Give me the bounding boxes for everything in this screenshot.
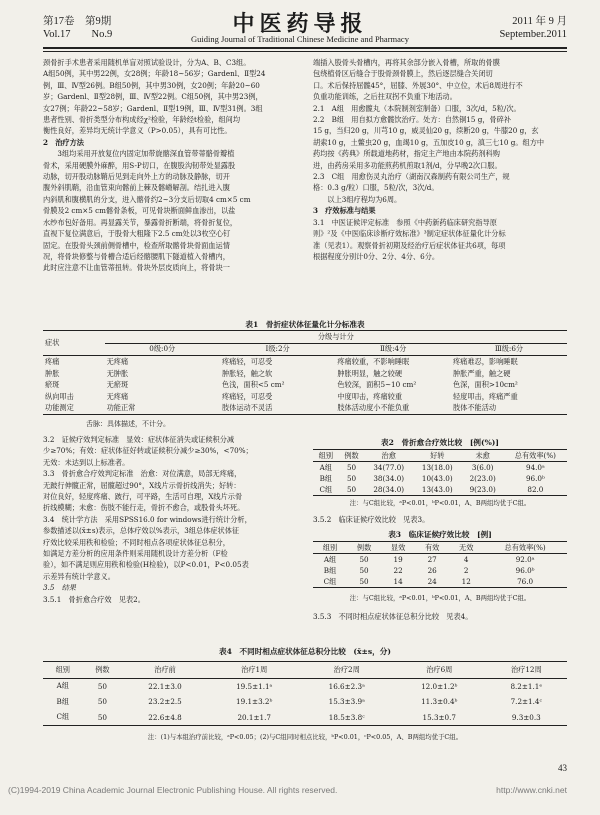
body-line: 无效：未达到以上标准者。 <box>43 457 130 467</box>
table-cell: 肢体运动不灵活 <box>221 403 273 413</box>
table-cell: 50 <box>97 712 107 722</box>
table-header-cell: 总有效率(%) <box>514 450 556 460</box>
table-cell: 96.0ᵇ <box>515 566 535 575</box>
table-cell: 肿胀 <box>45 368 60 378</box>
body-line: 无跛行伸髋正常，屈髋超过90°，X线片示骨折线消失；好转： <box>43 480 241 490</box>
body-line: 固定。在股骨头颈前侧骨槽中，检查所取髂骨块骨面血运情 <box>43 240 230 250</box>
table-row <box>43 403 567 415</box>
table-cell: 轻度叩击，疼痛严重 <box>452 391 518 401</box>
table-cell: 20.1±1.7 <box>237 712 271 722</box>
table-header-cell: 好转 <box>430 450 445 460</box>
table-cell: 50 <box>359 566 369 575</box>
body-line: 颈骨折手术患者采用随机单盲对照试验设计，分为A、B、C3组。 <box>43 58 251 67</box>
table-row <box>43 379 567 391</box>
table-cell: C组 <box>323 576 337 586</box>
table-header-row <box>43 331 567 344</box>
body-line: 端插入股骨头骨槽内，再将其余部分嵌入骨槽，所取的骨膜 <box>313 58 500 67</box>
table3 <box>313 541 567 588</box>
table-cell: 无瘀斑 <box>106 380 129 390</box>
body-line: 示差异有统计学意义。 <box>43 571 115 581</box>
table-cell: 色较深，面积5~10 cm² <box>337 380 417 390</box>
body-line: 3组均采用开放复位内固定加带旋髂深血管带蒂骼骨瓣植 <box>57 149 235 159</box>
table-cell: 中度叩击，疼痛较重 <box>337 391 403 401</box>
table-cell: 26 <box>427 566 437 575</box>
table-cell: 15.3±3.9ᵃ <box>328 697 365 707</box>
table-row <box>313 484 567 496</box>
table-header-cell: 例数 <box>344 450 359 460</box>
table-cell: 50 <box>346 474 357 483</box>
table-header-cell: 总有效率(%) <box>504 542 546 552</box>
table-header-cell: 治疗12周 <box>510 664 542 674</box>
table-cell: 7.2±1.4ᶜ <box>510 697 542 707</box>
table-header-cell: 治愈 <box>381 450 396 460</box>
table-row <box>43 391 567 403</box>
body-line: 衡性良好，差异均无统计学意义（P>0.05），具有可比性。 <box>43 126 232 136</box>
body-line: 直视下复位满意后，于股骨大粗隆下2.5 cm处以3枚空心钉 <box>43 229 231 239</box>
table1-note: 舌脉：具体描述，不计分。 <box>86 420 170 428</box>
table-cell: 功能正常 <box>106 403 136 413</box>
cnki-link[interactable]: http://www.cnki.net <box>496 785 567 795</box>
table-cell: 38(34.0) <box>373 474 405 483</box>
table-header-cell: 组别 <box>322 542 338 552</box>
left-column-top <box>43 57 297 274</box>
table-cell: C组 <box>56 712 70 722</box>
table-cell: 22.1±3.0 <box>148 681 182 691</box>
body-line: 3.4 统计学方法 采用SPSS16.0 for windows进行统计分析， <box>43 514 252 524</box>
table-cell: B组 <box>323 565 337 575</box>
table-cell: 9(23.0) <box>469 485 496 494</box>
table2-caption: 表2 骨折愈合疗效比较 [例(%)] <box>381 438 499 447</box>
table-cell: 疼痛 <box>45 356 60 366</box>
table-header-cell: 治疗1周 <box>241 664 268 674</box>
table-cell: 3(6.0) <box>471 463 494 472</box>
body-line: 此时应注意不让血管蒂扭转。骨块外层皮质向上，将骨块一 <box>43 263 230 273</box>
table-cell: A组 <box>323 554 337 564</box>
table-cell: 功能测定 <box>45 403 74 413</box>
journal-title-en: Guiding Journal of Traditional Chinese Medicine and Pharmacy <box>191 34 409 44</box>
table-cell: 肿胀严重，触之硬 <box>452 368 511 378</box>
body-line: 格：0.3 g/粒）口服，5粒/次，3次/d。 <box>313 183 439 193</box>
body-line: A组50例，其中男22例，女28例；年龄18~56岁；Gardenl、Ⅱ型24 <box>43 69 266 79</box>
table-cell: 50 <box>359 555 369 564</box>
table-cell: 22.6±4.8 <box>148 712 182 722</box>
table-header-cell: 例数 <box>95 664 110 674</box>
table-header-cell: 分级与计分 <box>105 331 567 344</box>
table-cell: 16.6±2.3ᵃ <box>328 681 365 691</box>
body-line: 患者性别、骨折类型分布构成经χ²检验，年龄经t检验，组间均 <box>43 115 241 125</box>
table-cell: 22 <box>393 566 403 575</box>
table-header-row <box>43 343 567 356</box>
table-cell: 24 <box>427 577 437 586</box>
section-heading: 3 疗效标准与结果 <box>313 206 376 216</box>
table2 <box>313 449 567 496</box>
right-column-top <box>313 57 567 262</box>
table-cell: 无疼痛 <box>106 391 129 401</box>
body-line: 折线模糊；未愈：伤肢不能行走，骨折不愈合，或股骨头坏死。 <box>43 503 245 513</box>
table-header-row <box>43 662 567 679</box>
table-cell: 82.0 <box>527 485 544 494</box>
table-cell: 疼痛轻，可忍受 <box>221 356 273 366</box>
body-line: 3.3 骨折愈合疗效判定标准 治愈：对位满意，局部无疼痛， <box>43 469 242 479</box>
body-line: 负重功能训练，之后拄双拐不负重下地活动。 <box>313 92 457 102</box>
table-cell: 疼痛轻，可忍受 <box>221 391 273 401</box>
table-cell: 11.3±0.4ᵇ <box>421 697 458 707</box>
body-line: 况，将骨块修整与骨槽合适后经髂腰肌下隧道植入骨槽内， <box>43 251 230 261</box>
table4-note: 注：(1)与本组治疗前比较，ᵃP<0.05；(2)与C组同时相点比较，ᵇP<0.01，ᶜP<0.05，A、B两组均优于C组。 <box>147 733 463 741</box>
body-line: 药均按《药典》所载道地药材，指定主产地由本院药剂科购 <box>313 149 500 159</box>
table-cell: 23.2±2.5 <box>148 697 182 707</box>
body-line: 参数描述以(x̄±s)表示，总体疗效以%表示，3组总体症状体征 <box>43 526 240 536</box>
table-cell: 28(34.0) <box>373 485 405 494</box>
table-header-row <box>313 450 567 462</box>
table-row <box>43 694 567 710</box>
table4-caption: 表4 不同时相点症状体征总积分比较 (x̄±s，分) <box>219 647 391 656</box>
table-cell: 纵向叩击 <box>45 391 74 401</box>
table-row <box>313 565 567 576</box>
table-header-cell: 治疗前 <box>154 664 176 674</box>
body-line: 骨膜及2 cm×5 cm髂骨条板，可见骨块断面鲜血渗出，以盐 <box>43 206 236 216</box>
table1-caption: 表1 骨折症状体征量化计分标准表 <box>245 320 365 329</box>
table-cell: 2(23.0) <box>469 474 496 483</box>
table-header-cell: 组别 <box>55 664 70 674</box>
table-cell: 15.3±0.7 <box>422 712 456 722</box>
table-row <box>313 473 567 484</box>
table3-note: 注：与C组比较，ᵃP<0.01，ᵇP<0.01，A、B两组均优于C组。 <box>349 594 531 602</box>
table-cell: 9.3±0.3 <box>511 712 541 722</box>
left-column-bottom <box>43 434 297 605</box>
table-cell: 50 <box>97 681 107 691</box>
body-line: 以上3组疗程均为6周。 <box>327 194 402 204</box>
section-3-5-2: 3.5.2 临床证候疗效比较 见表3。 <box>313 515 430 524</box>
body-line: 内斜肌和腹横肌的分支，进入髂骨约2~3分支后切取4 cm×5 cm <box>43 194 251 204</box>
table-header-row <box>313 542 567 554</box>
table-cell: 肿胀轻，触之软 <box>221 368 273 378</box>
header-rule-thin <box>43 51 567 52</box>
table-cell: 13(18.0) <box>421 463 453 472</box>
body-line: 2.2 B组 用自拟方愈髋饮治疗。处方：自然铜15 g，骨碎补 <box>313 115 512 125</box>
table-row <box>43 368 567 380</box>
body-line: 则》²及《中医临床诊断疗效标准》³制定症状体征量化计分标 <box>313 229 506 239</box>
body-line: 骨术，采用硬膜外麻醉，用S-P切口，在腹股沟韧带处显露股 <box>43 160 236 170</box>
body-line: 3.1 中医证候评定标准 参照《中药新药临床研究指导原 <box>313 217 497 227</box>
body-line: 2.3 C组 用愈伤灵丸治疗（湖南汉森制药有限公司生产，规 <box>313 172 510 182</box>
body-line: 3.5.1 骨折愈合疗效 见表2。 <box>43 594 145 604</box>
body-line: 准（见表1）。观察骨折初期及经治疗后症状体征共6项，每项 <box>313 240 506 250</box>
table-cell: 50 <box>346 463 357 472</box>
section-heading: 2 治疗方法 <box>43 137 84 147</box>
table-cell: 50 <box>346 485 357 494</box>
copyright-notice: (C)1994-2019 China Academic Journal Electronic Publishing House. All rights reserved. <box>8 785 338 795</box>
body-line: 对位良好，轻度疼痛、跛行，可平路，生活可自理，X线片示骨 <box>43 492 243 502</box>
table-row <box>313 554 567 566</box>
table-row <box>313 462 567 474</box>
table-cell: 12 <box>461 577 471 586</box>
body-line: 女27例；年龄22~58岁；Gardenl、Ⅱ型19例，Ⅲ、Ⅳ型31例。3组 <box>43 103 263 113</box>
body-line: 例，Ⅲ、Ⅳ型26例。B组50例，其中男30例，女20例；年龄20~60 <box>43 80 260 90</box>
body-line: 岁；Gardenl、Ⅱ型28例，Ⅲ、Ⅳ型22例。C组50例，其中男23例， <box>43 92 263 102</box>
table-cell: 12.0±1.2ᵇ <box>421 681 458 691</box>
table-cell: 13(43.0) <box>421 485 453 494</box>
table-header-cell: 0级:0分 <box>149 344 176 354</box>
table-cell: 肿胀明显，触之较硬 <box>337 368 403 378</box>
table-cell: 瘀斑 <box>45 380 60 390</box>
issue-date: 2011 年 9 月 <box>512 16 567 27</box>
table-cell: 无肿胀 <box>106 368 129 378</box>
table-header-cell: 未愈 <box>475 450 490 460</box>
table-cell: 14 <box>393 577 403 586</box>
body-line: 水纱布包好备用。再显露关节，暴露骨折断端，将骨折复位， <box>43 217 238 227</box>
table-cell: 92.0ᵃ <box>515 555 535 564</box>
table-row <box>43 710 567 726</box>
body-line: 口。术后保持屈髋45°，屈膝、外展30°、中立位，术后8周进行不 <box>313 80 523 90</box>
table-cell: 无疼痛 <box>106 356 129 366</box>
body-line: 动脉，切开股动脉鞘后见到走向外上方的动脉及静脉，切开 <box>43 172 230 182</box>
table1 <box>43 330 567 415</box>
volume-issue: 第17卷 第9期 <box>43 16 112 27</box>
table-cell: 疼痛难忍，影响睡眠 <box>452 356 518 366</box>
table2-note: 注：与C组比较，ᵃP<0.01，ᵇP<0.01，A、B两组均优于C组。 <box>349 499 531 507</box>
table-cell: A组 <box>56 681 69 691</box>
page-number: 43 <box>558 763 567 773</box>
body-line: 疗效比较采用秩和检验；不同时相点各项症状体征总积分， <box>43 537 230 547</box>
table-header-cell: 无效 <box>459 542 474 552</box>
header-rule <box>43 47 567 49</box>
table-header-cell: 组别 <box>318 450 334 460</box>
body-line: 2.1 A组 用愈髋丸（本院制剂室制备）口服，3次/d，5粒/次。 <box>313 103 521 113</box>
table-header-cell: 治疗2周 <box>333 664 360 674</box>
table-cell: 94.0ᵃ <box>526 463 545 472</box>
table-cell: 疼痛较重，不影响睡眠 <box>337 356 410 366</box>
table-cell: 色深，面积>10cm² <box>452 380 518 390</box>
table-cell: 50 <box>97 697 107 707</box>
table-cell: 8.2±1.1ᵉ <box>510 681 543 691</box>
table-cell: 18.5±3.8ᶜ <box>328 712 365 722</box>
table-cell: 色浅，面积<5 cm² <box>221 380 285 390</box>
body-line: 进，由药房采用多功能煎药机煎取1剂/d，分早晚2次口服。 <box>313 160 502 170</box>
body-line: 验），如不满足则应用秩和检验(H检验)，以P<0.01，P<0.05表 <box>43 560 249 570</box>
table-cell: 19 <box>393 555 403 564</box>
table-cell: 19.1±3.2ᵇ <box>236 697 273 707</box>
table3-caption: 表3 临床证候疗效比较 [例] <box>388 530 492 539</box>
table-row <box>43 678 567 694</box>
table-header-cell: Ⅰ级:2分 <box>265 344 290 354</box>
body-line: 根据程度分别计0分、2分、4分、6分。 <box>313 251 440 261</box>
table-cell: 肢体活动度小不能负重 <box>337 403 410 413</box>
table-header-cell: Ⅱ级:4分 <box>380 344 407 354</box>
volume-issue-en: Vol.17 No.9 <box>43 29 113 40</box>
body-line: 少≥70%；有效：症状体征好转或证候积分减少≥30%，<70%； <box>43 446 253 456</box>
table-cell: 肢体不能活动 <box>452 403 497 413</box>
body-line: 3.5 结果 <box>43 583 76 593</box>
table-cell: C组 <box>319 484 333 494</box>
table-cell: 34(77.0) <box>373 463 405 472</box>
table-cell: B组 <box>56 696 70 706</box>
body-line: 3.2 证候疗效判定标准 显效：症状体征消失或证候积分减 <box>43 435 235 444</box>
table-cell: 4 <box>463 555 469 564</box>
section-3-5-3: 3.5.3 不同时相点症状体征总积分比较 见表4。 <box>313 612 473 621</box>
table-cell: 76.0 <box>517 577 534 586</box>
table-cell: 27 <box>427 555 437 564</box>
table-cell: 96.0ᵇ <box>525 474 545 483</box>
body-line: 如满足方差分析的应用条件则采用随机设计方差分析（F检 <box>43 549 228 559</box>
table-cell: 19.5±1.1ᵃ <box>236 681 273 691</box>
table-cell: 10(43.0) <box>421 474 453 483</box>
body-line: 包绕植骨区后缝合于股骨颈骨膜上，然后逐层缝合关闭切 <box>313 69 493 79</box>
table-cell: 50 <box>359 577 369 586</box>
table-header-cell: 有效 <box>424 542 440 552</box>
table-header-cell: Ⅲ级:6分 <box>494 344 524 354</box>
table-header-cell: 症状 <box>43 331 105 356</box>
table-header-cell: 治疗6周 <box>426 664 453 674</box>
body-line: 15 g，当归20 g，川芎10 g，威灵仙20 g，续断20 g，牛膝20 g，玄 <box>313 126 539 136</box>
journal-title: 中医药导报 <box>232 11 368 37</box>
body-line: 腹外斜肌鞘，沿血管束向髂前上棘及髂嵴解剖。结扎进入腹 <box>43 183 230 193</box>
table-row <box>313 576 567 588</box>
table-cell: 2 <box>463 566 469 575</box>
issue-date-en: September.2011 <box>499 29 567 40</box>
table-cell: B组 <box>319 473 333 483</box>
table-header-cell: 显效 <box>390 542 406 552</box>
table-row <box>43 356 567 368</box>
table-cell: A组 <box>319 462 333 472</box>
table-header-cell: 例数 <box>356 542 372 552</box>
table4 <box>43 661 567 726</box>
body-line: 胡索10 g，土鳖虫20 g，血竭10 g，五加皮10 g，滇三七10 g。组方中 <box>313 137 545 147</box>
